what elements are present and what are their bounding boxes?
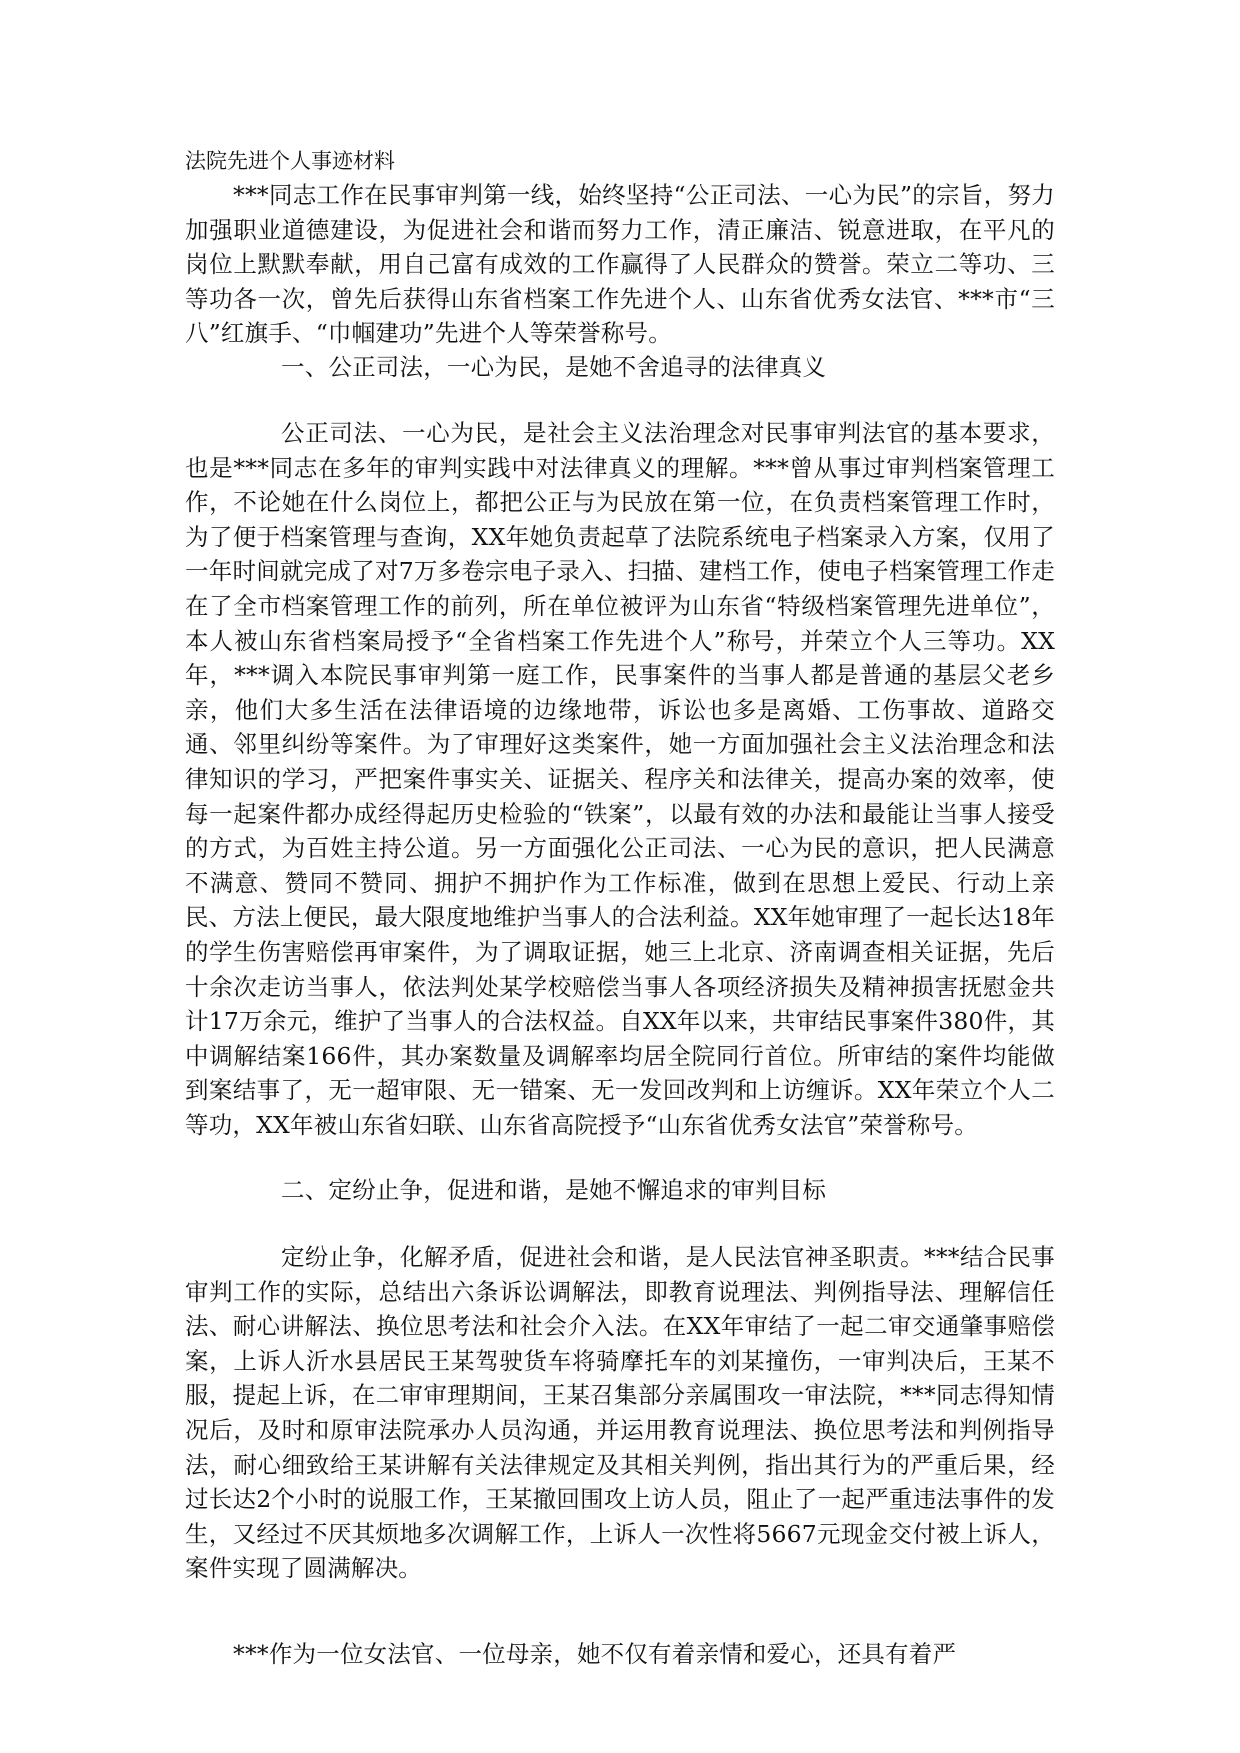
intro-paragraph: ***同志工作在民事审判第一线，始终坚持“公正司法、一心为民”的宗旨，努力加强职业道德建设，为促进社会和谐而努力工作，清正廉洁、锐意进取，在平凡的岗位上默默奉献，用自己富有成效的工作赢得了人民群众的赞誉。荣立二等功、三等功各一次，曾先后获得山东省档案工作先进个人、山东省优秀女法官、***市“三八”红旗手、“巾帼建功”先进个人等荣誉称号。 [185,181,1055,348]
section-1-heading: 一、公正司法，一心为民，是她不舍追寻的法律真义 [281,353,827,381]
section-2-heading: 二、定纷止争，促进和谐，是她不懈追求的审判目标 [281,1176,827,1204]
closing-paragraph-fragment: ***作为一位女法官、一位母亲，她不仅有着亲情和爱心，还具有着严 [233,1640,957,1668]
section-2-paragraph: 定纷止争，化解矛盾，促进社会和谐，是人民法官神圣职责。***结合民事审判工作的实际，总结出六条诉讼调解法，即教育说理法、判例指导法、理解信任法、耐心讲解法、换位思考法和社会介入法。在XX年审结了一起二审交通肇事赔偿案，上诉人沂水县居民王某驾驶货车将骑摩托车的刘某撞伤，一审判决后，王某不服，提起上诉，在二审审理期间，王某召集部分亲属围攻一审法院，***同志得知情况后，及时和原审法院承办人员沟通，并运用教育说理法、换位思考法和判例指导法，耐心细致给王某讲解有关法律规定及其相关判例，指出其行为的严重后果，经过长达2个小时的说服工作，王某撤回围攻上访人员，阻止了一起严重违法事件的发生，又经过不厌其烦地多次调解工作，上诉人一次性将5667元现金交付被上诉人，案件实现了圆满解决。 [185,1243,1055,1583]
section-1-paragraph: 公正司法、一心为民，是社会主义法治理念对民事审判法官的基本要求，也是***同志在多年的审判实践中对法律真义的理解。***曾从事过审判档案管理工作，不论她在什么岗位上，都把公正与为民放在第一位，在负责档案管理工作时，为了便于档案管理与查询，XX年她负责起草了法院系统电子档案录入方案，仅用了一年时间就完成了对7万多卷宗电子录入、扫描、建档工作，使电子档案管理工作走在了全市档案管理工作的前列，所在单位被评为山东省“特级档案管理先进单位”，本人被山东省档案局授予“全省档案工作先进个人”称号，并荣立个人三等功。XX年，***调入本院民事审判第一庭工作，民事案件的当事人都是普通的基层父老乡亲，他们大多生活在法律语境的边缘地带，诉讼也多是离婚、工伤事故、道路交通、邻里纠纷等案件。为了审理好这类案件，她一方面加强社会主义法治理念和法律知识的学习，严把案件事实关、证据关、程序关和法律关，提高办案的效率，使每一起案件都办成经得起历史检验的“铁案”，以最有效的办法和最能让当事人接受的方式，为百姓主持公道。另一方面强化公正司法、一心为民的意识，把人民满意不满意、赞同不赞同、拥护不拥护作为工作标准，做到在思想上爱民、行动上亲民、方法上便民，最大限度地维护当事人的合法利益。XX年她审理了一起长达18年的学生伤害赔偿再审案件，为了调取证据，她三上北京、济南调查相关证据，先后十余次走访当事人，依法判处某学校赔偿当事人各项经济损失及精神损害抚慰金共计17万余元，维护了当事人的合法权益。自XX年以来，共审结民事案件380件，其中调解结案166件，其办案数量及调解率均居全院同行首位。所审结的案件均能做到案结事了，无一超审限、无一错案、无一发回改判和上访缠诉。XX年荣立个人二等功，XX年被山东省妇联、山东省高院授予“山东省优秀女法官”荣誉称号。 [185,419,1055,1139]
document-title: 法院先进个人事迹材料 [185,149,395,173]
